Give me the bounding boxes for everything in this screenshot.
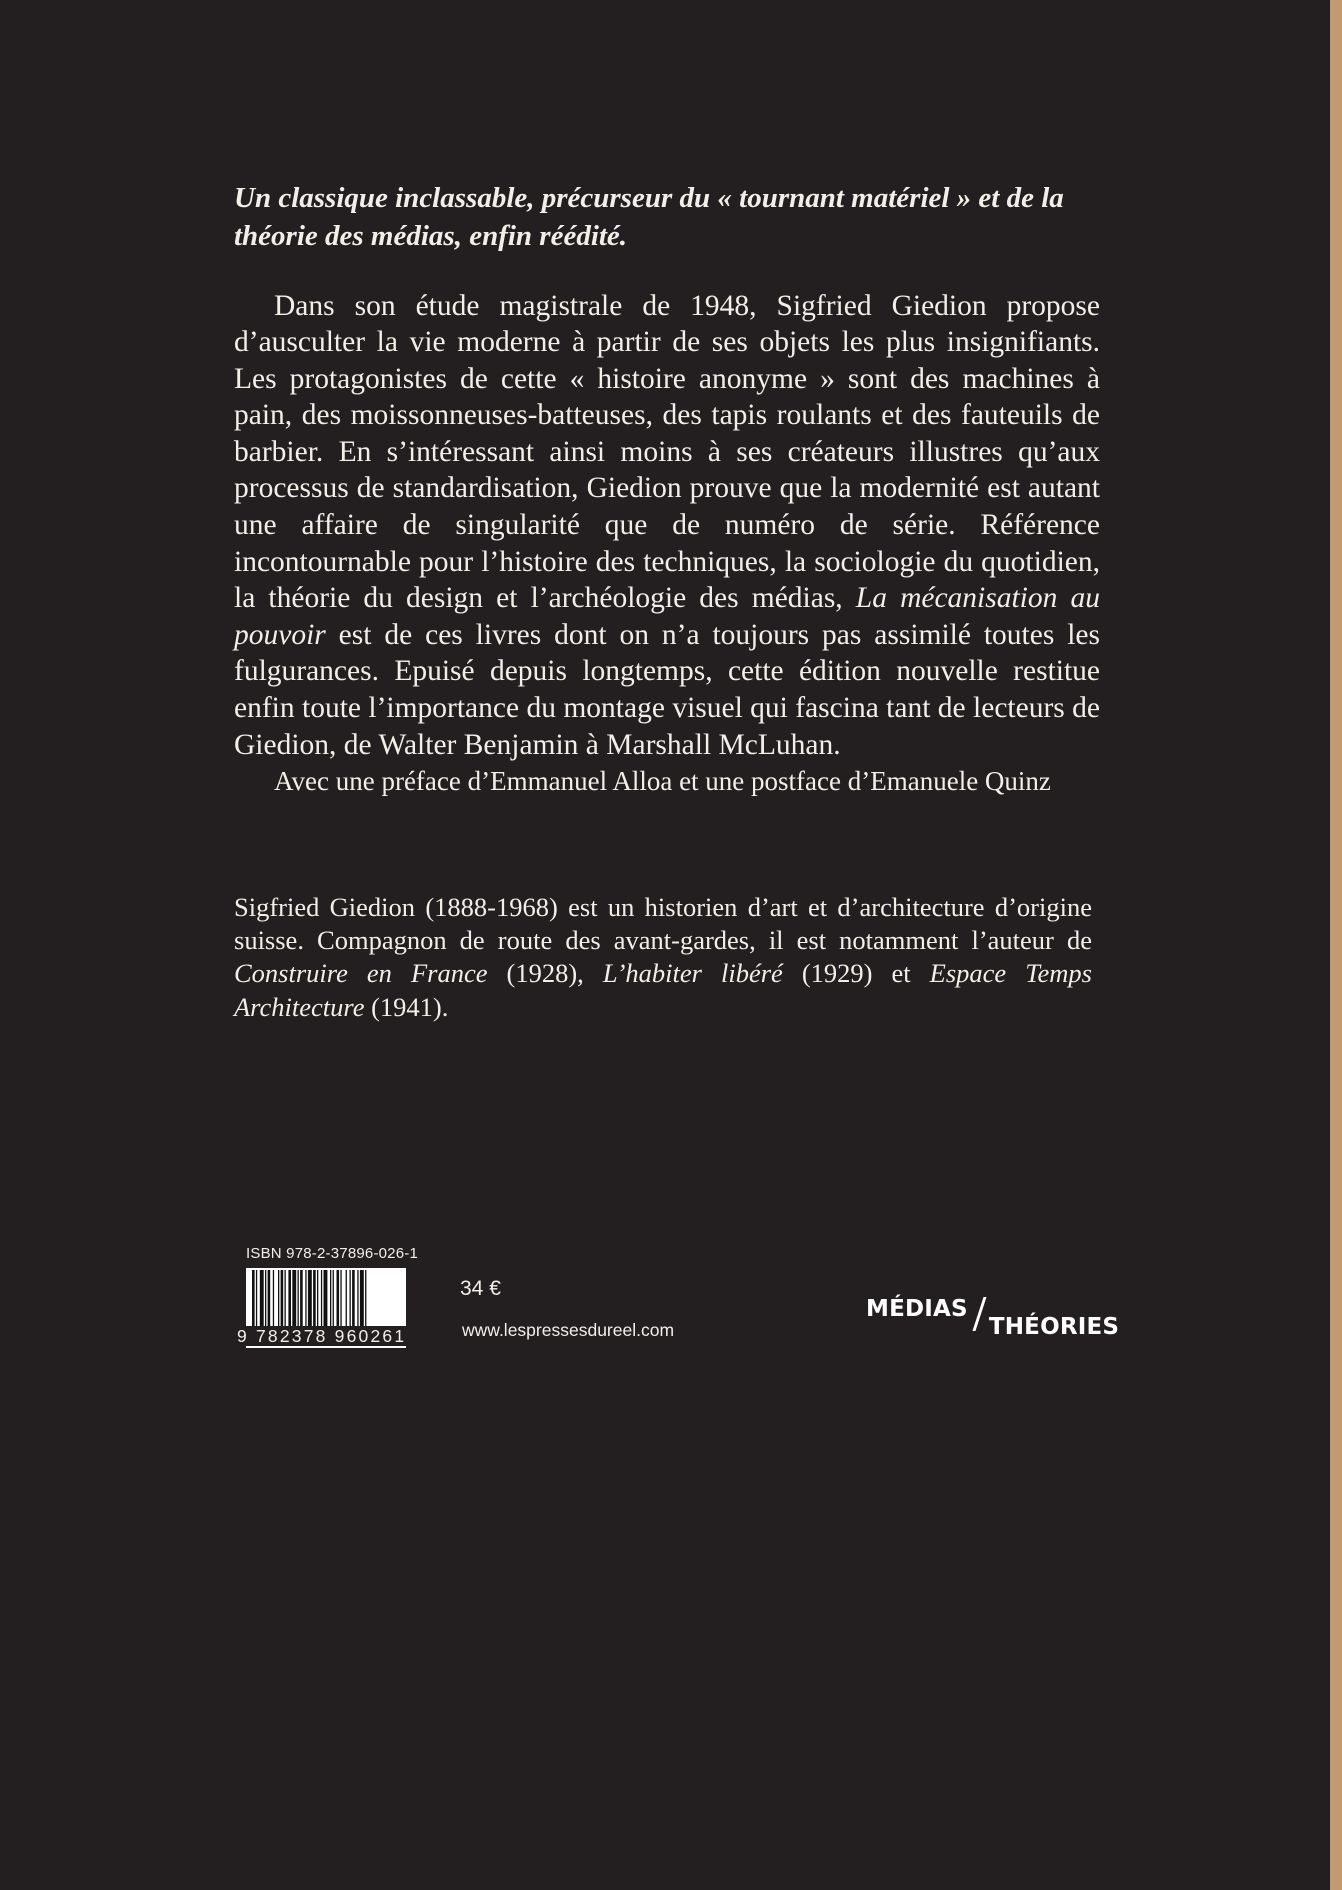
bio-text-part3: (1929) et [782, 958, 930, 989]
barcode-digits-text: 9 782378 960261 [237, 1326, 407, 1346]
blurb-text-part2: est de ces livres dont on n’a toujours pas assimilé toutes les fulgurances. Epuisé depuis longtemps, cette édition nouvelle restitue enfin toute l’importance du montage visuel qui fascina tant de lecteurs de Giedion, de Walter Benjamin à Marshall McLuhan. [234, 618, 1100, 761]
blurb-paragraph [234, 288, 1100, 764]
price: 34 € [460, 1277, 501, 1300]
blurb-text-part1: Dans son étude magistrale de 1948, Sigfried Giedion propose d’ausculter la vie moderne à partir de ses objets les plus insignifiants. Les protagonistes de cette « histoire anonyme » sont des machines à pain, des moissonneuses-batteuses, des tapis roulants et des fauteuils de barbier. En s’intéressant ainsi moins à ses créateurs illustres qu’aux processus de standardisation, Giedion prouve que la modernité est autant une affaire de singularité que de numéro de série. Référence incontournable pour l’histoire des techniques, la sociologie du quotidien, la théorie du design et l’archéologie des médias, [234, 289, 1100, 615]
website-url: www.lespressesdureel.com [462, 1320, 675, 1340]
bio-text-part1: Sigfried Giedion (1888-1968) est un historien d’art et d’architecture d’origine suisse. Compagnon de route des avant-gardes, il est notamment l’auteur de [234, 891, 1092, 955]
barcode-digits [236, 1326, 412, 1350]
collection-logo [866, 1295, 1120, 1340]
isbn-label: ISBN 978-2-37896-026-1 [246, 1245, 419, 1262]
collection-left-word: MÉDIAS [866, 1295, 968, 1322]
bio-book-1: Construire en France [234, 958, 488, 989]
spine-edge [1330, 0, 1342, 1890]
tagline: Un classique inclassable, précurseur du « tournant matériel » et de la théorie des médias, enfin réédité. [234, 182, 1064, 252]
blurb-book-title: La mécanisation au pouvoir [234, 582, 1100, 651]
slash-icon [972, 1297, 986, 1331]
collection-right-word: THÉORIES [988, 1313, 1120, 1340]
author-bio [234, 891, 1092, 1025]
bio-book-3: Espace Temps Architecture [234, 958, 1092, 1022]
credits-line: Avec une préface d’Emmanuel Alloa et une postface d’Emanuele Quinz [274, 766, 1051, 796]
bio-text-part2: (1928), [487, 958, 603, 989]
bio-text-part4: (1941). [364, 991, 449, 1022]
bio-book-2: L’habiter libéré [602, 958, 783, 989]
